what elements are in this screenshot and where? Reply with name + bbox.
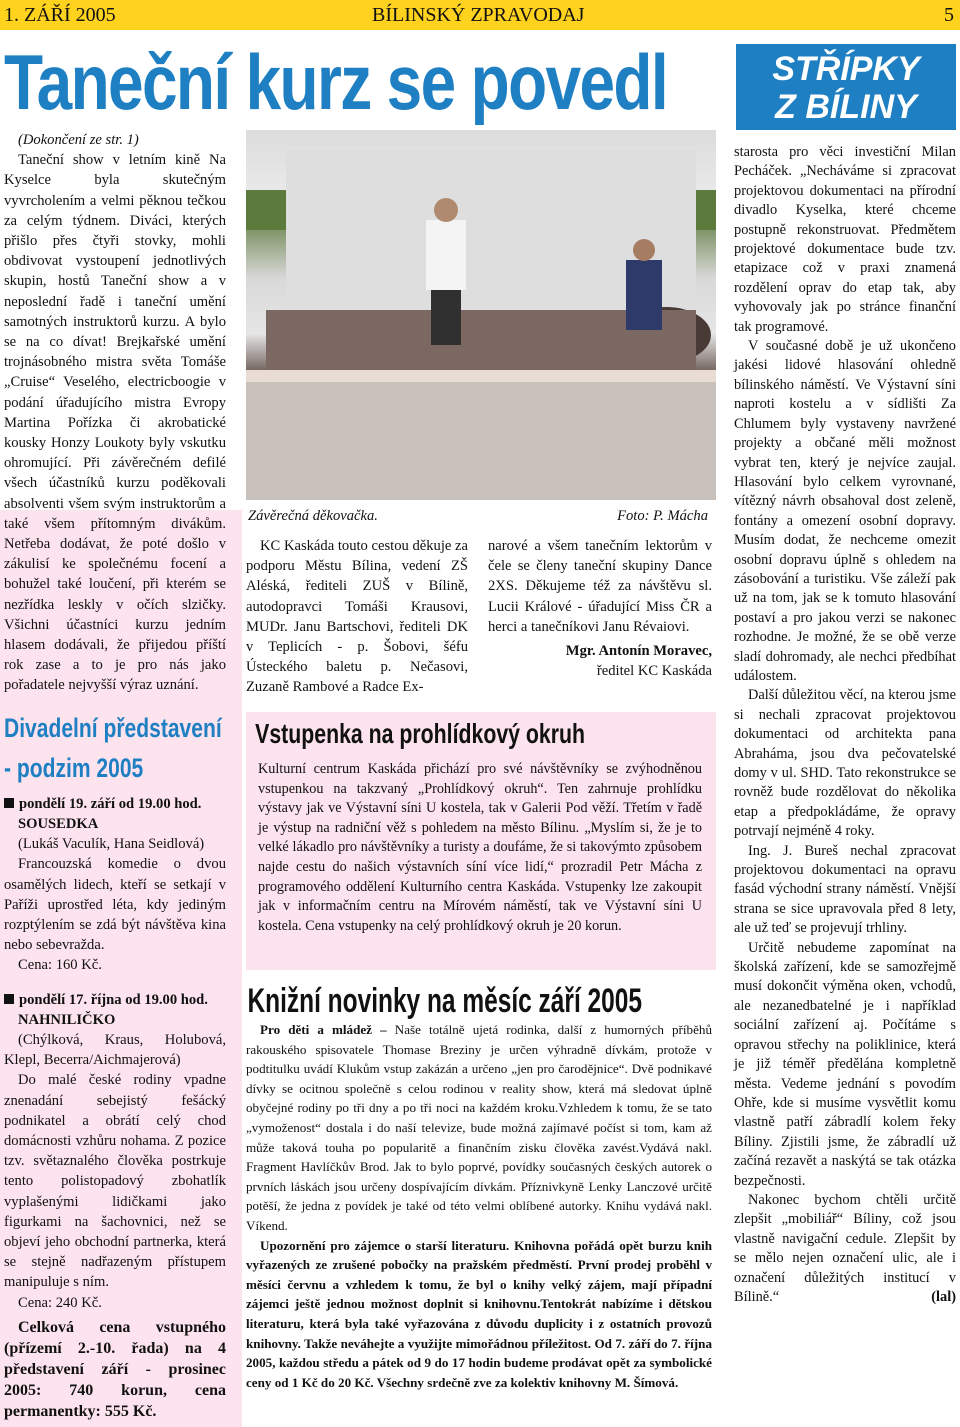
sidebar-p3: Další důležitou věcí, na kterou jsme si nechali zpracovat projektovou dokumentaci od architekta pana Abraháma, jsou dva pečovatelské domy v ul. SHD. Tato rekonstrukce se rovněž bude rozdělovat do několika etap a předpokládáme, že opravy potrvají nejméně 4 roky. [734, 687, 956, 840]
article-title: Taneční kurz se povedl [4, 38, 667, 126]
sidebar-p5: Určitě nebudeme zapomínat na školská zařízení, kde se samozřejmě musí dokončit výměna oken, vchodů, ale nezanedbatelné je i například sociální zařízení aj. Počítáme s opravou střechy na poliklinice, která je již téměř předělána kompletně města. Vedeme jednání s povodím Ohře, kde si musíme vysvětlit komu vlastně patří zábradlí kolem řeky Bíliny. Zjistili jsme, že zábradlí už začíná rezavět a naskýtá se tak otázka bezpečnosti. [734, 939, 956, 1189]
books-lead: Pro děti a mládež – [260, 1022, 387, 1037]
thanks-column-1 [246, 536, 468, 698]
books-notice: Upozornění pro zájemce o starší literaturu. Knihovna pořádá opět burzu knih vyřazených ze zrušené pobočky na pražském předměstí. První prodej proběhl v měsíci červnu a vzhledem k tomu, že byl o knihy velký zájem, mají případní zájemci ještě jednou možnost doplnit si knihovnu.Tentokrát nabízíme i dětskou literaturu, která byla také vyřazována z důvodu duplicity i z ostatních provozů knihovny. Takže neváhejte a využijte mimořádnou příležitost. Od 7. září do 7. října 2005, každou středu a pátek od 9 do 17 hodin budeme prodávat opět za symbolické ceny od 1 Kč do 20 Kč. Všechny srdečně zve za kolektiv knihovny M. Šímová. [246, 1237, 712, 1390]
ticket-box [246, 712, 716, 970]
ticket-title: Vstupenka na prohlídkový okruh [255, 718, 586, 749]
continuation-note: (Dokončení ze str. 1) [18, 132, 139, 148]
thanks-text-2: narové a všem tanečním lektorům v čele se členy taneční skupiny Dance 2XS. Děkujeme též za návštěvu sl. Lucii Králové - úřadující Miss ČR a herci a tanečníkovi Janu Révaiovi. [488, 538, 712, 635]
books-column [246, 1020, 712, 1392]
sidebar-heading-line2: Z BÍLINY [775, 88, 917, 126]
event1-date: pondělí 19. září od 19.00 hod. [19, 795, 202, 812]
thanks-column-2 [488, 536, 712, 681]
photo-caption: Závěrečná děkovačka. [248, 508, 378, 524]
sidebar-p2: V současné době je už ukončeno jakési lidové hlasování ohledně bílinského náměstí. Ve Výstavní síni naproti kostelu a v sídlišti Za Chlumem byly vystaveny navržené projekty a občané měli možnost vybrat ten, který je nejvíce zaujal. Hlasování bylo celkem vyrovnané, vítězný návrh obsahoval dost zeleně, fontány a omezení osobní dopravy. Musím dodat, že nechceme omezit osobní dopravu úplně s ohledem na zásobování a turistiku. Vše záleží pak už na tom, jak se k tomuto hlasování postaví a pro jakou verzi se nakonec rozhodne. Je možné, že se obě verze sladí dohromady, ale nechci předbíhat událostem. [734, 338, 956, 684]
event2-cast: (Chýlková, Kraus, Holubová, Klepl, Becerra/Aichmajerová) [4, 1031, 226, 1069]
header-paper: BÍLINSKÝ ZPRAVODAJ [372, 4, 585, 26]
event2-date: pondělí 17. října od 19.00 hod. [19, 991, 208, 1008]
event2-name: NAHNILIČKO [18, 1011, 116, 1028]
page-header [0, 0, 960, 30]
sidebar-p4: Ing. J. Bureš nechal zpracovat projektovou dokumentaci na opravu fasád východní strany náměstí. Vnější strana se sice upravovala před 8 lety, ale už teď se projevují trhliny. [734, 842, 956, 937]
event2-desc: Do malé české rodiny vpadne znenadání sebejistý fešácký podnikatel a obrátí celý chod domácnosti vzhůru nohama. Z pozice tzv. světaznalého člověka postrkuje tento polistopadový zbohatlík vyplašenými lidičkami jako figurkami na šachovnici, než se objeví jeho obchodní partnerka, která se stejně nadřazeným přístupem manipuluje s ním. [4, 1072, 226, 1291]
event1-desc: Francouzská komedie o dvou osamělých lidech, kteří se setkají v Paříži uprostřed léta, kdy jediným rozptýlením se zdá být návštěva kina nebo sebevražda. [4, 856, 226, 954]
event1-price: Cena: 160 Kč. [18, 957, 102, 974]
season-ticket: Celková cena vstupného (přízemí 2.-10. řada) na 4 představení září - prosinec 2005: 740 korun, cena permanentky: 555 Kč. [4, 1318, 226, 1420]
bullet-icon [4, 994, 14, 1004]
page-number: 5 [944, 4, 954, 26]
books-title: Knižní novinky na měsíc září 2005 [247, 982, 643, 1020]
event1-cast: (Lukáš Vaculík, Hana Seidlová) [18, 836, 205, 853]
sidebar-column [734, 143, 956, 1307]
signature-role: ředitel KC Kaskáda [596, 663, 712, 680]
events-heading-line1: Divadelní představení [4, 712, 222, 743]
thanks-text-1: KC Kaskáda touto cestou děkuje za podporu Městu Bílina, vedení ZŠ Aléská, řediteli ZUŠ v Bílině, autodopravci Tomáši Krausovi, MUDr. Janu Bartschovi, řediteli DK v Teplicích - p. Šobovi, šéfu Ústeckého baletu p. Nečasovi, Zuzaně Rambové a Radce Ex- [246, 538, 468, 696]
books-text: Naše totálně ujetá rodinka, další z humorných příběhů rakouského spisovatele Thomase Breziny je určen výhradně dívkám, protože v podtitulku uvádí Klukům vstup zakázán a určeno „jen pro čarodějnice“. Dvě podnikavé dívky se ocitnou společně s celou rodinou v reality show, která má sledovat úplně obyčejné rodiny po tři dny a po tři noci na každém kroku.Vzhledem k tomu, že se tato „vymoženost“ dostala i do naší televize, bude možná zajímavé počíst si tom, kam až může taková touha po popularitě a finančním zisku člověka zavést.Vydává nakl. Fragment Havlíčkův Brod. Jak to bylo poprvé, povídky současných českých autorek o prvních láskách jsou určeny dospívajícím dívkám. Příznivkyně Lenky Lanczové určitě potěší, že jedna z povídek je také od této velmi oblíbené autorky. Knihu vydává nakl. Víkend. [246, 1022, 712, 1233]
bullet-icon [4, 798, 14, 808]
signature-name: Mgr. Antonín Moravec, [565, 643, 712, 660]
sidebar-p6: Nakonec bychom chtěli určitě zlepšit „mobiliář“ Bíliny, což jsou vlastně navigační cedule. Zlepšit by se mělo nejen označení ulic, ale i označení důležitých institucí v Bílině.“ (lal) [734, 1191, 956, 1307]
sidebar-heading-line1: STŘÍPKY [772, 50, 920, 88]
sidebar-sign: (lal) [931, 1288, 956, 1305]
article-body: Taneční show v letním kině Na Kyselce byla skutečným vyvrcholením a velmi pěknou tečkou za celým týdnem. Diváci, kterých přišlo přes čtyři stovky, mohli obdivovat vystoupení jednotlivých skupin, hostů Taneční show a v neposlední řadě i taneční umění samotných instruktorů kurzu. A bylo se na co dívat! Brejkařské umění trojnásobného mistra světa Tomáše „Cruise“ Veselého, electricboogie v podání úřadujícího mistra Evropy Martina Pořízka či akrobatické kousky Honzy Loukoty byly vskutku ohromující. Při závěrečném defilé všech účastníků kurzu poděkovali absolventi všem svým instruktorům a také všem přítomným divákům. Netřeba dodávat, že poté došlo v zákulisí ke společnému focení a bohužel také loučení, při kterém se nezřídka leskly v očích slzičky. Všichni účastníci kurzu jedním hlasem dodávali, že přijedou příští rok zase a to je pro nás jako pořadatele nejvyšší výraz uznání. [4, 152, 226, 694]
events-heading [4, 708, 226, 788]
sidebar-heading [736, 44, 956, 130]
photo-credit: Foto: P. Mácha [617, 508, 708, 524]
header-date: 1. ZÁŘÍ 2005 [4, 4, 116, 26]
dancers-on-stage-illustration [246, 130, 716, 500]
left-column [4, 130, 226, 1422]
event2-price: Cena: 240 Kč. [18, 1294, 102, 1311]
events-heading-line2: - podzim 2005 [4, 752, 144, 783]
photo-caption-row [248, 506, 714, 526]
ticket-text: Kulturní centrum Kaskáda přichází pro své návštěvníky se zvýhodněnou vstupenkou na takzvaný „Prohlídkový okruh“. Ten zahrnuje prohlídku výstavy jak ve Výstavní síni U kostela, tak v Galerii Pod věží. Třetím v řadě je výstup na radniční věž s pohledem na město Bílinu. „Myslím si, že je to velké lákadlo pro návštěvníky a turisty a doufáme, že si takovýmto způsobem najde cestu do našich výstavních síní více lidí,“ prozradil Petr Mácha z programového oddělení Kulturního centra Kaskáda. Vstupenky lze zakoupit jak v informačním centru na Mírovém náměstí, tak ve Výstavní síni U kostela. Cena vstupenky na celý prohlídkový okruh je 20 korun. [258, 761, 702, 934]
event1-name: SOUSEDKA [18, 815, 99, 832]
sidebar-p1: starosta pro věci investiční Milan Pecháček. „Necháváme si zpracovat projektovou dokumentaci na přírodní divadlo Kyselka, které chceme postupně rekonstruovat. Předmětem projektové dokumentace bude tzv. etapizace což v praxi znamená rozdělení oprav do etap tak, aby vyhovovaly jak po stránce finanční tak programové. [734, 144, 956, 335]
dance-photo [246, 130, 716, 500]
